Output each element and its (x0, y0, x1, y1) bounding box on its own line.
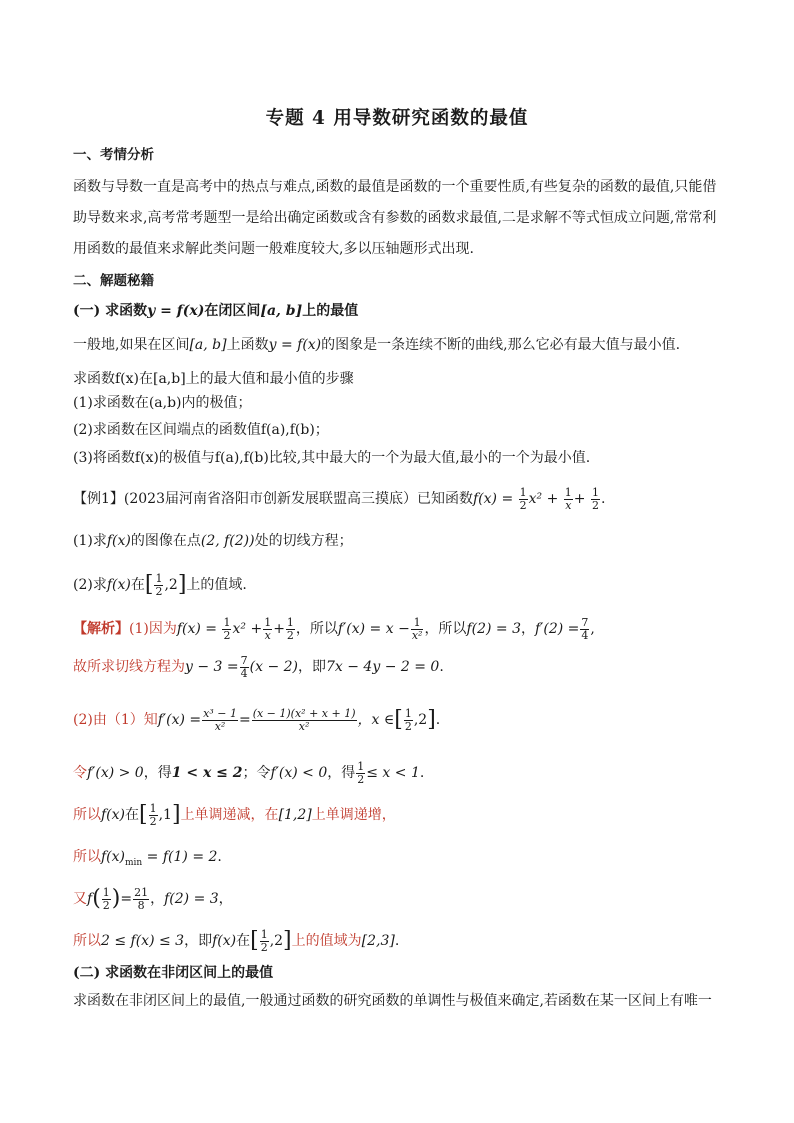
text: . (217, 849, 222, 865)
text: (2)求 (73, 577, 107, 593)
text: ，所以 (295, 621, 338, 637)
math: [2,3] (361, 933, 395, 949)
step-item: (1)求函数在(a,b)内的极值； (73, 395, 252, 411)
example-statement: 【例1】(2023届河南省洛阳市创新发展联盟高三摸底）已知函数f(x) = $\frac{1}{2}$ x² + $\frac{1}{x}$ + $\frac{1}{2}$ . (73, 485, 606, 512)
math: 1 < x ≤ 2 (171, 765, 243, 781)
math: (2, f(2)) (200, 533, 255, 549)
math: 7x − 4y − 2 = 0 (326, 659, 440, 675)
text: . (419, 765, 425, 781)
text: (2)由（1）知 (73, 712, 158, 728)
math: f′(x) < 0 (270, 765, 328, 781)
question-1 (73, 530, 353, 552)
text: 又 (73, 891, 87, 907)
paragraph-line: 助导数来求,高考常考题型一是给出确定函数或含有参数的函数求最值,二是求解不等式恒成立问题,常常利 (73, 210, 717, 226)
math: y = f(x) (268, 337, 322, 353)
text: 在闭区间 (204, 303, 261, 319)
text: (一) 求函数 (73, 303, 148, 319)
section-heading-analysis: 一、考情分析 (73, 147, 154, 163)
text: 的图像在点 (130, 533, 201, 549)
paragraph-line (73, 334, 680, 356)
text: 故所求切线方程为 (73, 659, 185, 675)
question-2: (2)求f(x)在[ $\frac{1}{2}$ ,2]上的值域. (73, 571, 247, 598)
paragraph-line: 函数与导数一直是高考中的热点与难点,函数的最值是函数的一个重要性质,有些复杂的函数的最值,只能借 (73, 179, 717, 195)
solution-min (73, 846, 222, 874)
text: ，所以 (424, 621, 467, 637)
math: f′(x) > 0 (87, 765, 144, 781)
text: 上的值域为 (291, 933, 362, 949)
step-item: (3)将函数f(x)的极值与f(a),f(b)比较,其中最大的一个为最大值,最小的一个为最小值. (73, 450, 591, 466)
math: f(2) = 3 (466, 621, 521, 637)
math: 2 ≤ f(x) ≤ 3 (101, 933, 185, 949)
subsection-heading-closed (73, 300, 358, 322)
text: 上单调递减，在 (180, 807, 279, 823)
math: f(x) (101, 807, 126, 823)
text: 上的值域. (186, 577, 247, 593)
text: 在 (125, 807, 140, 823)
subscript: min (125, 857, 143, 868)
paragraph-line: 用函数的最值来求解此类问题一般难度较大,多以压轴题形式出现. (73, 241, 474, 257)
step-item: (2)求函数在区间端点的函数值f(a),f(b)； (73, 422, 329, 438)
math: ，x ∈ (357, 712, 395, 728)
text: . (394, 933, 400, 949)
solution-range: 所以2 ≤ f(x) ≤ 3，即f(x)在[ $\frac{1}{2}$ ,2]上的值域为[2,3]. (73, 927, 400, 954)
text: 【例1】(2023届河南省洛阳市创新发展联盟高三摸底）已知函数 (73, 491, 473, 507)
math: + (573, 491, 586, 507)
solution-tag: 【解析】 (73, 621, 129, 637)
text: 上函数 (226, 337, 269, 353)
text: 的图象是一条连续不断的曲线,那么它必有最大值与最小值. (321, 337, 681, 353)
text: . (439, 659, 444, 675)
paragraph-line: 求函数在非闭区间上的最值,一般通过函数的研究函数的单调性与极值来确定,若函数在某一区间上有唯一 (73, 993, 712, 1009)
page-title: 专题 4 用导数研究函数的最值 (265, 108, 529, 129)
text: 上单调递增， (311, 807, 396, 823)
text: 在 (130, 577, 145, 593)
paragraph-line: 求函数f(x)在[a,b]上的最大值和最小值的步骤 (73, 371, 354, 387)
math: [1,2] (278, 807, 312, 823)
subsection-heading-open: (二) 求函数在非闭区间上的最值 (73, 965, 274, 981)
section-heading-tips: 二、解题秘籍 (73, 273, 154, 289)
math: f(x) = (473, 491, 514, 507)
text: ，得 (327, 765, 356, 781)
text: 一般地,如果在区间 (73, 337, 190, 353)
denominator: 8 (137, 898, 145, 912)
text: 处的切线方程； (254, 533, 353, 549)
text: ，即 (184, 933, 213, 949)
text: 令 (73, 765, 87, 781)
text: ， (521, 621, 535, 637)
solution-line-2: (2)由（1）知f′(x) = $\frac{\text{x³ − 1}}{\text{x²}}$ = $\frac{\text{(x − 1)(x² + x + 1)}}{\text{x²}}$ ，x ∈[ $\frac{1}{2}$ ,2]. (73, 706, 441, 733)
fraction (133, 887, 149, 912)
solution-decrease: 所以f(x)在[ $\frac{1}{2}$ ,1]上单调递减，在[1,2]上单调递增， (73, 801, 396, 828)
text: ，即 (298, 659, 326, 675)
text: 所以 (73, 933, 101, 949)
text: 上的最值 (302, 303, 359, 319)
math: = f(1) = 2 (142, 849, 218, 865)
text: 所以 (73, 807, 101, 823)
math: f(2) = 3 (164, 891, 219, 907)
fraction: $\frac{1}{x}$ (564, 485, 572, 512)
math: [a, b] (189, 337, 227, 353)
numerator: 21 (134, 885, 149, 899)
math: ≤ x < 1 (366, 765, 420, 781)
math: f(x) (106, 577, 131, 593)
text: (1)求 (73, 533, 107, 549)
text: ，得 (143, 765, 172, 781)
solution-values: 又f( $\frac{1}{2}$ )= $\frac{21}{8}$ ，f(2) = 3， (73, 885, 233, 912)
math: x² + (528, 491, 559, 507)
fraction: $\frac{1}{2}$ (591, 485, 599, 512)
fraction: $\frac{1}{2}$ (519, 485, 527, 512)
text: 在 (236, 933, 251, 949)
text: ；令 (242, 765, 271, 781)
math: y = f(x) (147, 303, 205, 319)
text: ， (150, 891, 165, 907)
text: 所以 (73, 849, 101, 865)
solution-monotonic: 令f′(x) > 0，得1 < x ≤ 2；令f′(x) < 0，得 $\frac{1}{2}$ ≤ x < 1. (73, 759, 425, 786)
math: f(x) (212, 933, 237, 949)
text: (1)因为 (129, 621, 177, 637)
math: [a, b] (260, 303, 303, 319)
math: f(x) (106, 533, 131, 549)
solution-tangent: 故所求切线方程为y − 3 = $\frac{7}{4}$ (x − 2)，即7x − 4y − 2 = 0. (73, 653, 444, 680)
text: ， (218, 891, 233, 907)
fraction: $\frac{1}{2}$ (155, 571, 163, 598)
solution-line-1: 【解析】(1)因为f(x) = $\frac{1}{2}$ x² + $\frac{1}{x}$ + $\frac{1}{2}$ ，所以f′(x) = x − $\frac{1}{\text{x²}}$ ，所以f(2) = 3，f′(2) = $\frac{7}{4}$ , (73, 615, 595, 642)
math: f(x) (101, 849, 126, 865)
